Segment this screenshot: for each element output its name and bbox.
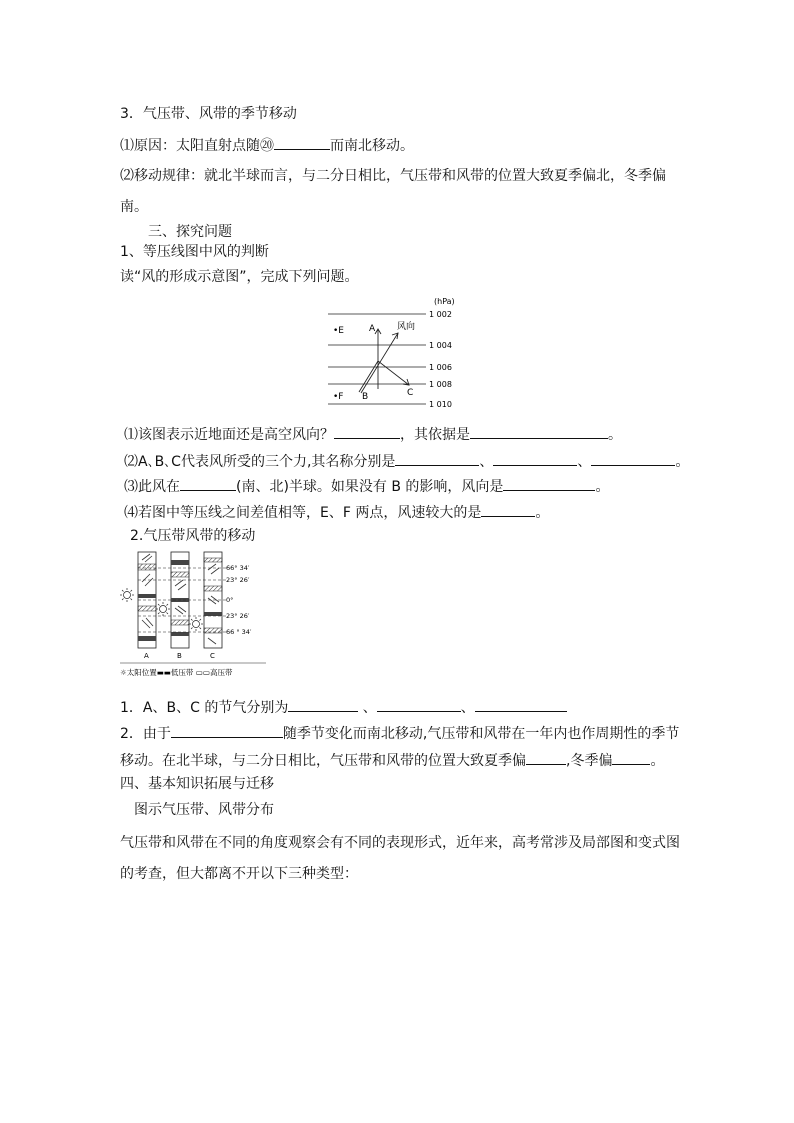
- column-label-c: C: [210, 652, 215, 660]
- q2-text-a: ⑵A､B､C代表风所受的三个力,其名称分别是: [124, 454, 396, 470]
- lat-label-1: 66° 34′: [226, 564, 250, 572]
- q3-end: 。: [595, 479, 610, 495]
- section-4-para-1: 气压带和风带在不同的角度观察会有不同的表现形式，近年来，高考常涉及局部图和变式图: [120, 835, 680, 851]
- section-3-title: 3．气压带、风带的季节移动: [120, 106, 297, 122]
- column-label-b: B: [177, 652, 182, 660]
- isobar-label-1002: 1 002: [429, 310, 452, 319]
- sq2-blank-3: [612, 750, 650, 765]
- sq2-text-b: 随季节变化而南北移动,气压带和风带在一年内也作周期性的季节: [282, 726, 680, 742]
- q3-blank-1: [180, 476, 236, 491]
- sq2-text-c: 移动。在北半球，与二分日相比，气压带和风带的位置大致夏季偏: [120, 753, 526, 769]
- legend-text: ☼太阳位置▬▬低压带 ▭▭高压带: [120, 668, 233, 677]
- section-4-sub: 图示气压带、风带分布: [134, 802, 274, 818]
- sun-icon-b: [156, 602, 170, 616]
- sq1-sep-1: 、: [358, 700, 377, 716]
- q1-blank-1: [334, 424, 400, 439]
- q2-end: 。: [675, 454, 690, 470]
- q1-text-b: ，其依据是: [400, 427, 470, 443]
- q2-blank-2: [493, 451, 577, 466]
- sq1-blank-1: [288, 697, 358, 712]
- point-f: •F: [333, 392, 344, 402]
- isobar-label-1006: 1 006: [429, 363, 452, 372]
- sq2-blank-2: [526, 750, 566, 765]
- q2-blank-1: [395, 451, 479, 466]
- q1-text-c: 。: [608, 427, 622, 443]
- label-c: C: [407, 388, 414, 398]
- explore-sub1: 1、等压线图中风的判断: [120, 244, 269, 260]
- section-4-heading: 四、基本知识拓展与迁移: [120, 776, 274, 792]
- unit-label: (hPa): [434, 297, 455, 306]
- q4-text-a: ⑷若图中等压线之间差值相等，E、F 两点，风速较大的是: [124, 505, 482, 521]
- force-b-line: [359, 361, 378, 392]
- sq1-text: 1．A、B、C 的节气分别为: [120, 700, 289, 716]
- question-3: [124, 476, 609, 496]
- wind-formation-diagram: [326, 293, 476, 411]
- sq2-end: 。: [650, 753, 665, 769]
- sun-icon-a: [120, 588, 134, 602]
- q3-text-a: ⑶此风在: [124, 479, 180, 495]
- column-a-bands: [138, 564, 156, 641]
- reason-blank: [274, 135, 330, 150]
- sun-icon-c: [189, 617, 203, 631]
- column-c-bands: [204, 558, 222, 633]
- sq2-text-d: ,冬季偏: [566, 753, 613, 769]
- sq2-text-a: 2．由于: [120, 726, 171, 742]
- lat-label-5: 66 ° 34′: [226, 628, 252, 636]
- q4-end: 。: [535, 505, 550, 521]
- question-2: [124, 451, 689, 471]
- label-a: A: [369, 324, 376, 334]
- reason-line: [120, 135, 414, 155]
- isobar-label-1010: 1 010: [429, 400, 452, 409]
- column-b-bands: [171, 560, 189, 636]
- reason-suffix: 而南北移动。: [330, 138, 414, 154]
- column-label-a: A: [144, 652, 149, 660]
- q4-blank: [481, 502, 535, 517]
- question-4: [124, 502, 549, 522]
- label-wind-direction: 风向: [397, 322, 416, 332]
- force-arrows: [359, 329, 409, 393]
- q2-sep-1: 、: [479, 454, 494, 470]
- sq1-sep-2: 、: [460, 700, 475, 716]
- sq1-blank-3: [475, 697, 567, 712]
- isobar-label-1004: 1 004: [429, 341, 452, 350]
- point-e: •E: [333, 326, 344, 336]
- lat-label-2: 23° 26′: [226, 576, 250, 584]
- season-question-2-line2: [120, 750, 664, 770]
- q2-sep-2: 、: [577, 454, 592, 470]
- season-question-1: [120, 697, 567, 717]
- q1-text-a: ⑴该图表示近地面还是高空风向？: [124, 427, 334, 443]
- q2-blank-3: [591, 451, 675, 466]
- sq1-blank-2: [377, 697, 461, 712]
- sub-heading-2: 2.气压带风带的移动: [130, 528, 256, 544]
- q1-blank-2: [470, 424, 608, 439]
- question-1: [124, 424, 622, 444]
- rule-line-1: ⑵移动规律：就北半球而言，与二分日相比，气压带和风带的位置大致夏季偏北，冬季偏: [120, 168, 666, 184]
- q3-blank-2: [503, 476, 595, 491]
- season-question-2-line1: [120, 723, 679, 743]
- explore-instruction: 读“风的形成示意图”，完成下列问题。: [120, 269, 359, 285]
- section-4-para-2: 的考查，但大都离不开以下三种类型：: [120, 866, 358, 882]
- sun-icons: [120, 588, 203, 631]
- lat-label-4: 23° 26′: [226, 612, 250, 620]
- rule-line-2: 南。: [120, 199, 148, 215]
- sq2-blank-1: [171, 723, 283, 738]
- pressure-belt-movement-diagram: [118, 550, 268, 682]
- force-c-line: [378, 361, 409, 385]
- q3-text-b: (南、北)半球。如果没有 B 的影响，风向是: [236, 479, 504, 495]
- isobar-label-1008: 1 008: [429, 380, 452, 389]
- lat-label-3: 0°: [226, 596, 234, 604]
- explore-heading: 三、探究问题: [148, 224, 232, 240]
- label-b: B: [362, 392, 369, 402]
- reason-prefix: ⑴原因：太阳直射点随⑳: [120, 138, 274, 154]
